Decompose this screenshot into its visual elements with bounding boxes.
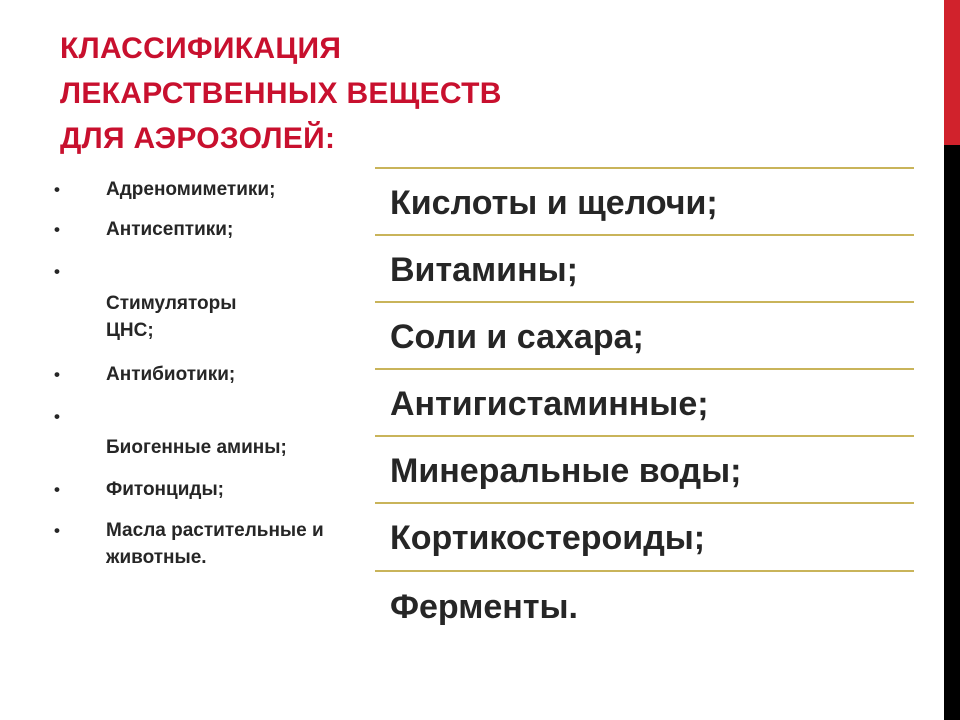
list-item: Минеральные воды; [390, 452, 742, 490]
list-item-text: Стимуляторы ЦНС; [106, 293, 237, 341]
bullet-icon: • [54, 262, 60, 281]
list-item-text: Антисептики; [106, 219, 234, 240]
divider [375, 368, 914, 370]
bullet-icon: • [54, 521, 60, 540]
slide-title [60, 26, 680, 161]
slide-title-line-1: КЛАССИФИКАЦИЯ [60, 32, 342, 65]
bullet-icon: • [54, 480, 60, 499]
list-item: Ферменты. [390, 588, 578, 626]
list-item: Антигистаминные; [390, 385, 709, 423]
list-item: Витамины; [390, 251, 578, 289]
divider [375, 234, 914, 236]
divider [375, 435, 914, 437]
list-item-text: Биогенные амины; [106, 437, 287, 458]
slide-title-line-3: ДЛЯ АЭРОЗОЛЕЙ: [60, 122, 336, 155]
side-bar-red [944, 0, 960, 145]
list-item-text: Фитонциды; [106, 479, 225, 500]
slide-title-line-2: ЛЕКАРСТВЕННЫХ ВЕЩЕСТВ [60, 77, 502, 110]
bullet-icon: • [54, 220, 60, 239]
list-item: Кислоты и щелочи; [390, 184, 718, 222]
divider [375, 301, 914, 303]
list-item-text: Антибиотики; [106, 364, 236, 385]
bullet-icon: • [54, 365, 60, 384]
list-item-text: Масла растительные и животные. [106, 520, 324, 568]
divider [375, 167, 914, 169]
divider [375, 570, 914, 572]
right-list [375, 167, 914, 637]
list-item: Кортикостероиды; [390, 519, 706, 557]
bullet-icon: • [54, 407, 60, 426]
list-item-text: Адреномиметики; [106, 179, 276, 200]
bullet-icon: • [54, 180, 60, 199]
list-item: Соли и сахара; [390, 318, 644, 356]
divider [375, 502, 914, 504]
